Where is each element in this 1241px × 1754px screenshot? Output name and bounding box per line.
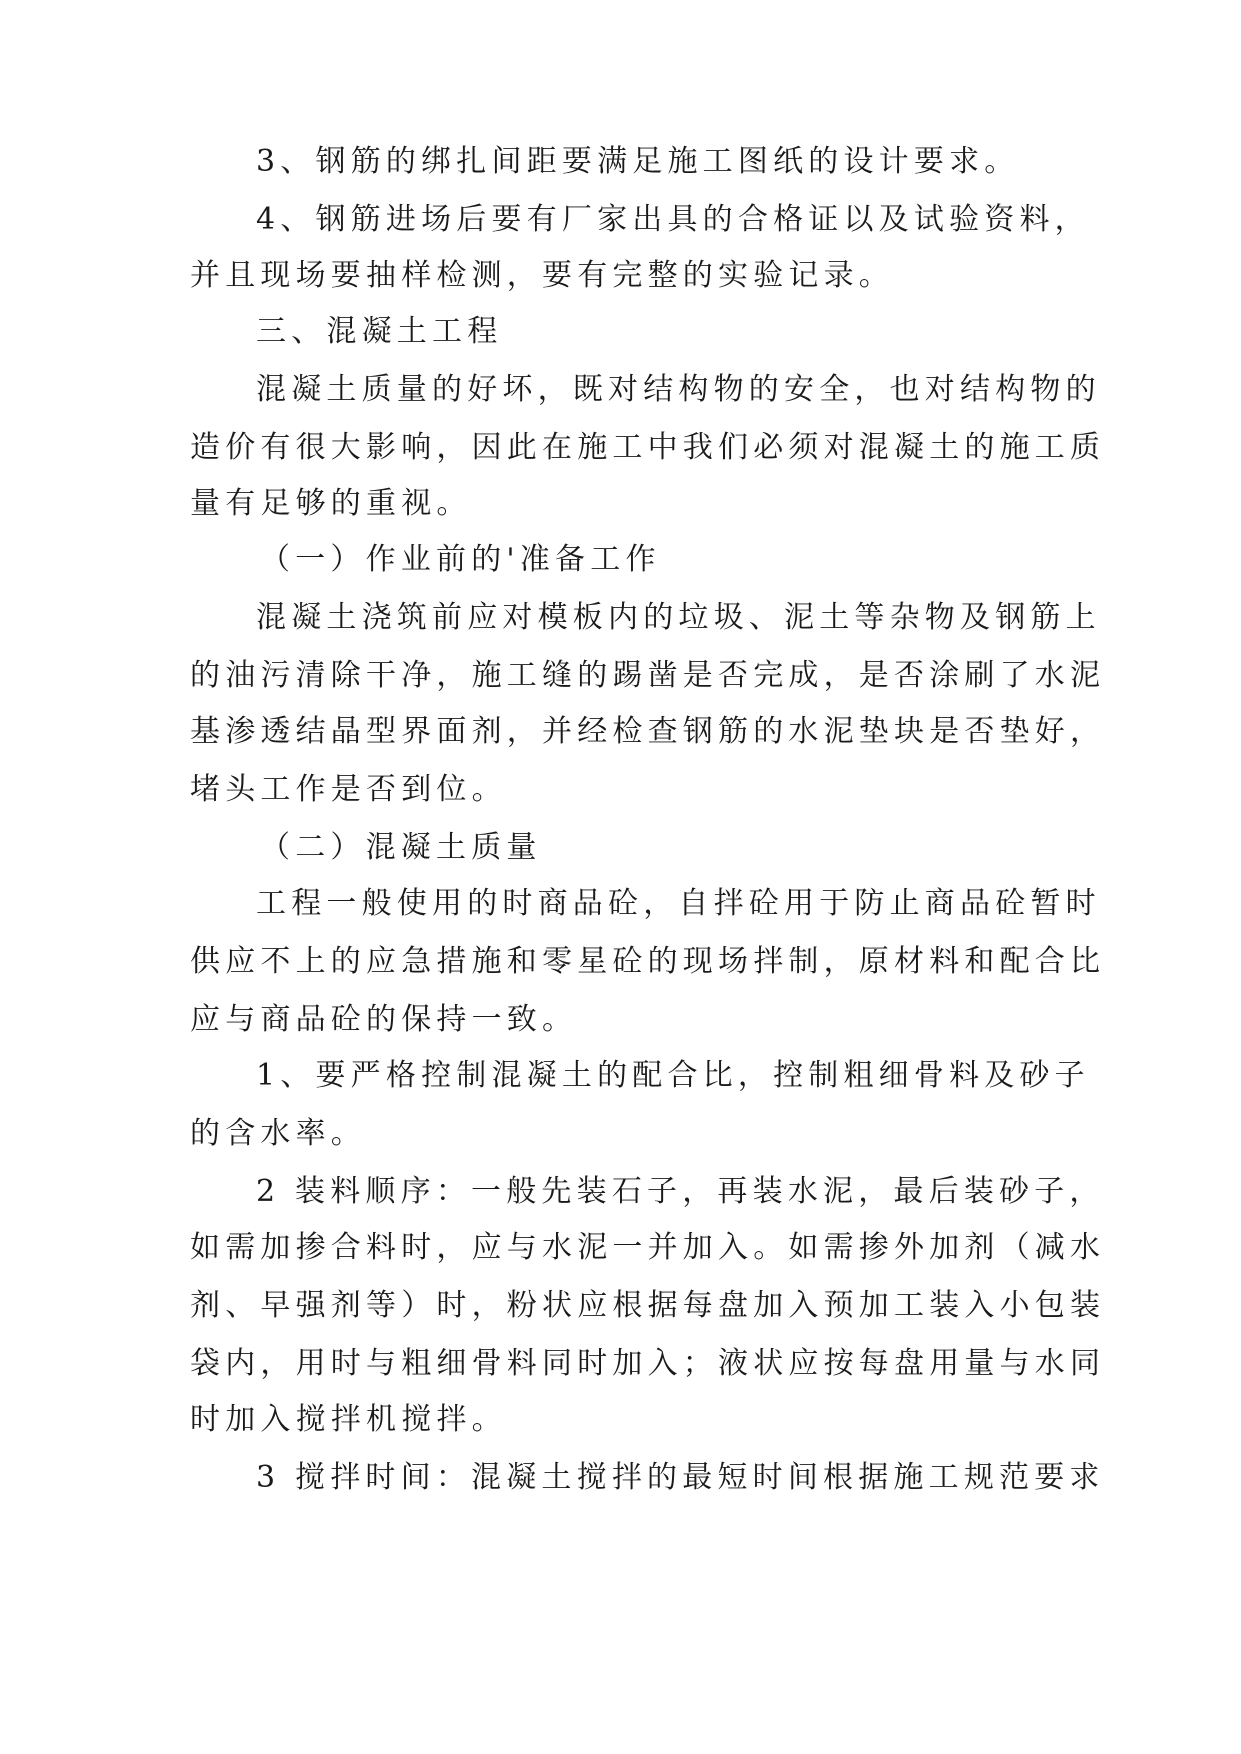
text-line: 袋内，用时与粗细骨料同时加入；液状应按每盘用量与水同 [190, 1346, 1106, 1381]
text-line: 剂、早强剂等）时，粉状应根据每盘加入预加工装入小包装 [190, 1288, 1106, 1323]
text-line: 的含水率。 [190, 1116, 366, 1151]
text-line: 混凝土浇筑前应对模板内的垃圾、泥土等杂物及钢筋上 [256, 600, 1101, 635]
text-line: 4、钢筋进场后要有厂家出具的合格证以及试验资料， [256, 202, 1090, 237]
section-heading: 三、混凝土工程 [256, 314, 503, 349]
text-line: 应与商品砼的保持一致。 [190, 1002, 578, 1037]
text-line: 并且现场要抽样检测，要有完整的实验记录。 [190, 258, 894, 293]
text-line: 基渗透结晶型界面剂，并经检查钢筋的水泥垫块是否垫好， [190, 714, 1106, 749]
text-line: 造价有很大影响，因此在施工中我们必须对混凝土的施工质 [190, 430, 1106, 465]
text-line: 工程一般使用的时商品砼，自拌砼用于防止商品砼暂时 [256, 886, 1101, 921]
text-line: 供应不上的应急措施和零星砼的现场拌制，原材料和配合比 [190, 944, 1106, 979]
text-line: 1、要严格控制混凝土的配合比，控制粗细骨料及砂子 [256, 1058, 1090, 1093]
text-line: 的油污清除干净，施工缝的踢凿是否完成，是否涂刷了水泥 [190, 658, 1106, 693]
text-line: 3 搅拌时间：混凝土搅拌的最短时间根据施工规范要求 [256, 1460, 1105, 1495]
text-line: 3、钢筋的绑扎间距要满足施工图纸的设计要求。 [256, 144, 1020, 179]
text-line: 堵头工作是否到位。 [190, 772, 507, 807]
text-line: 2 装料顺序：一般先装石子，再装水泥，最后装砂子， [256, 1174, 1105, 1209]
text-line: 混凝土质量的好坏，既对结构物的安全，也对结构物的 [256, 372, 1101, 407]
text-line: 如需加掺合料时，应与水泥一并加入。如需掺外加剂（减水 [190, 1230, 1106, 1265]
subsection-heading: （一）作业前的'准备工作 [260, 542, 661, 577]
subsection-heading: （二）混凝土质量 [260, 830, 542, 865]
text-line: 时加入搅拌机搅拌。 [190, 1402, 507, 1437]
text-line: 量有足够的重视。 [190, 486, 472, 521]
